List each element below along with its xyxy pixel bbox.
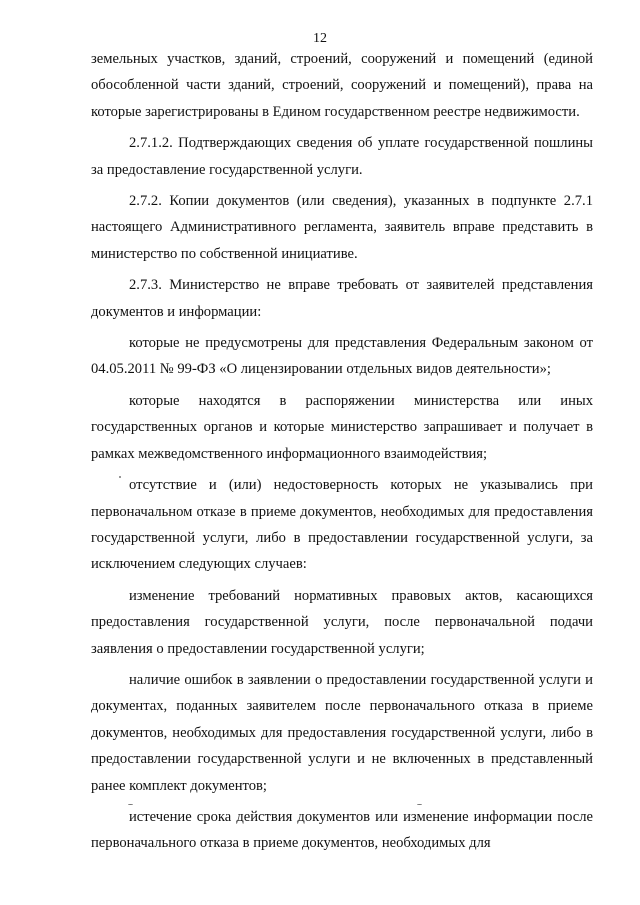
- scan-speck: [417, 804, 422, 805]
- case-change-of-requirements: изменение требований нормативных правовых актов, касающихся предоставления государственной услуги, после первоначальной подачи заявления о предоставлении государственной услуги;: [91, 587, 593, 657]
- paragraph-2-7-2: 2.7.2. Копии документов (или сведения), указанных в подпункте 2.7.1 настоящего Административного регламента, заявитель вправе представить в министерство по собственной инициативе.: [91, 193, 593, 262]
- page-number: 12: [313, 31, 327, 46]
- scan-speck: [128, 804, 133, 805]
- case-expiry-of-documents: истечение срока действия документов или изменение информации после первоначального отказа в приеме документов, необходимых для: [91, 808, 593, 852]
- scan-speck: [119, 476, 121, 478]
- paragraph-2-7-1-2: 2.7.1.2. Подтверждающих сведения об уплате государственной пошлины за предоставление государственной услуги.: [91, 135, 593, 178]
- paragraph-2-7-3: 2.7.3. Министерство не вправе требовать от заявителей представления документов и информации:: [91, 277, 593, 320]
- list-item-not-required-by-law: которые не предусмотрены для представления Федеральным законом от 04.05.2011 № 99-ФЗ «О лицензировании отдельных видов деятельности»;: [91, 335, 593, 378]
- list-item-held-by-ministry: которые находятся в распоряжении министерства или иных государственных органов и которые министерство запрашивает и получает в рамках межведомственного информационного взаимодействия;: [91, 392, 593, 462]
- list-item-absence-or-inaccuracy: отсутствие и (или) недостоверность которых не указывались при первоначальном отказе в приеме документов, необходимых для предоставления государственной услуги, либо в предоставлении государственной услуги, за исключением следующих случаев:: [91, 477, 593, 573]
- paragraph-continued: земельных участков, зданий, строений, сооружений и помещений (единой обособленной части зданий, строений, сооружений и помещений), права на которые зарегистрированы в Едином государственном реестре недвижимости.: [91, 51, 593, 120]
- case-errors-in-application: наличие ошибок в заявлении о предоставлении государственной услуги и документах, поданных заявителем после первоначального отказа в приеме документов, необходимых для предоставления государственной услуги, либо в предоставлении государственной услуги и не включенных в представленный ранее комплект документов;: [91, 671, 593, 794]
- document-body: [91, 46, 593, 857]
